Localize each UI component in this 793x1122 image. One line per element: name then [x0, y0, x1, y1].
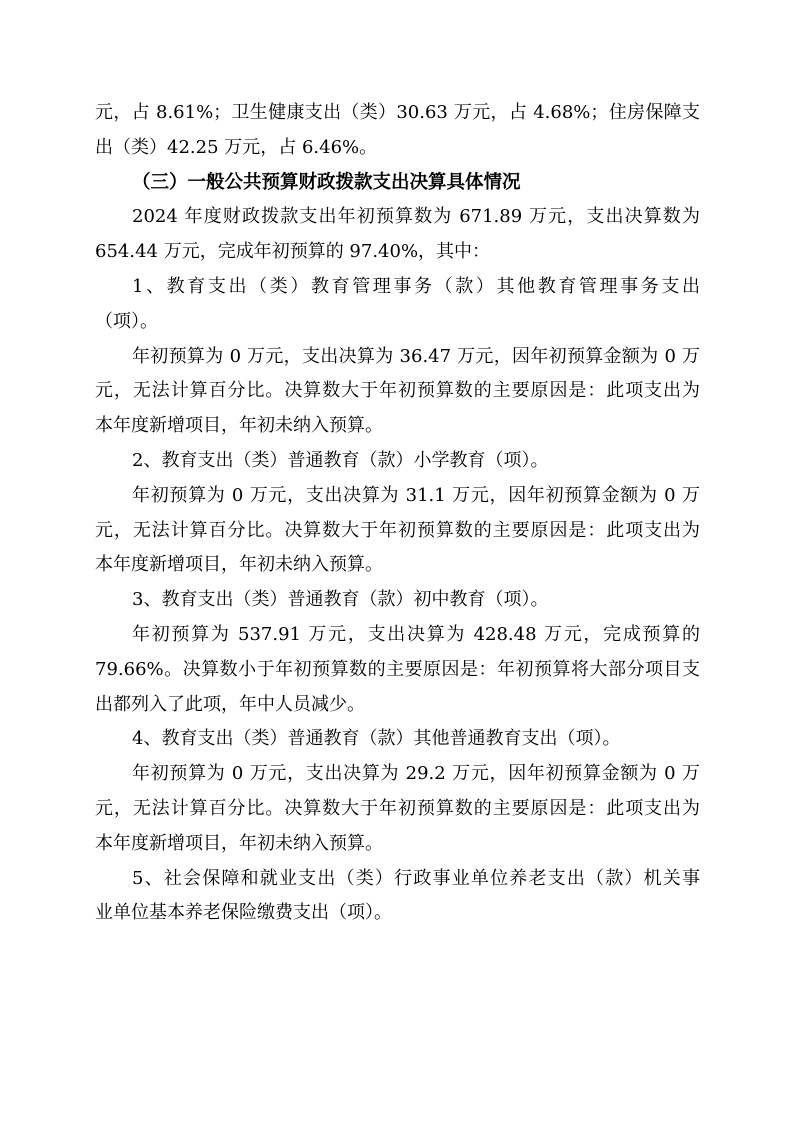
- text-line: 2024 年度财政拨款支出年初预算数为 671.89 万元，支出决算数为: [132, 206, 700, 228]
- text-line: 业单位基本养老保险缴费支出（项）。: [95, 902, 392, 924]
- list-item-line: 2、教育支出（类）普通教育（款）小学教育（项）。: [132, 449, 549, 471]
- text-line: 元，无法计算百分比。决算数大于年初预算数的主要原因是：此项支出为: [95, 797, 700, 819]
- text-line: 本年度新增项目，年初未纳入预算。: [95, 832, 383, 854]
- list-item-line: 1、教育支出（类）教育管理事务（款）其他教育管理事务支出: [132, 275, 700, 297]
- text-line: （项）。: [95, 310, 158, 332]
- text-line: 654.44 万元，完成年初预算的 97.40%，其中：: [95, 241, 491, 263]
- section-heading: （三）一般公共预算财政拨款支出决算具体情况: [132, 171, 521, 193]
- text-line: 本年度新增项目，年初未纳入预算。: [95, 415, 383, 437]
- text-line: 出（类）42.25 万元，占 6.46%。: [95, 136, 378, 158]
- list-item-line: 5、社会保障和就业支出（类）行政事业单位养老支出（款）机关事: [132, 867, 700, 889]
- text-line: 79.66%。决算数小于年初预算数的主要原因是：年初预算将大部分项目支: [95, 658, 700, 680]
- text-line: 元，无法计算百分比。决算数大于年初预算数的主要原因是：此项支出为: [95, 519, 700, 541]
- list-item-line: 4、教育支出（类）普通教育（款）其他普通教育支出（项）。: [132, 728, 621, 750]
- document-body: [95, 96, 700, 931]
- list-item-line: 3、教育支出（类）普通教育（款）初中教育（项）。: [132, 589, 549, 611]
- text-line: 出都列入了此项，年中人员减少。: [95, 693, 365, 715]
- text-line: 年初预算为 0 万元，支出决算为 31.1 万元，因年初预算金额为 0 万: [132, 484, 700, 506]
- text-line: 年初预算为 0 万元，支出决算为 29.2 万元，因年初预算金额为 0 万: [132, 763, 700, 785]
- text-line: 年初预算为 537.91 万元，支出决算为 428.48 万元，完成预算的: [132, 623, 700, 645]
- text-line: 年初预算为 0 万元，支出决算为 36.47 万元，因年初预算金额为 0 万: [132, 345, 700, 367]
- text-line: 元，无法计算百分比。决算数大于年初预算数的主要原因是：此项支出为: [95, 380, 700, 402]
- text-line: 元，占 8.61%；卫生健康支出（类）30.63 万元，占 4.68%；住房保障支: [95, 102, 700, 123]
- text-line: 本年度新增项目，年初未纳入预算。: [95, 554, 383, 576]
